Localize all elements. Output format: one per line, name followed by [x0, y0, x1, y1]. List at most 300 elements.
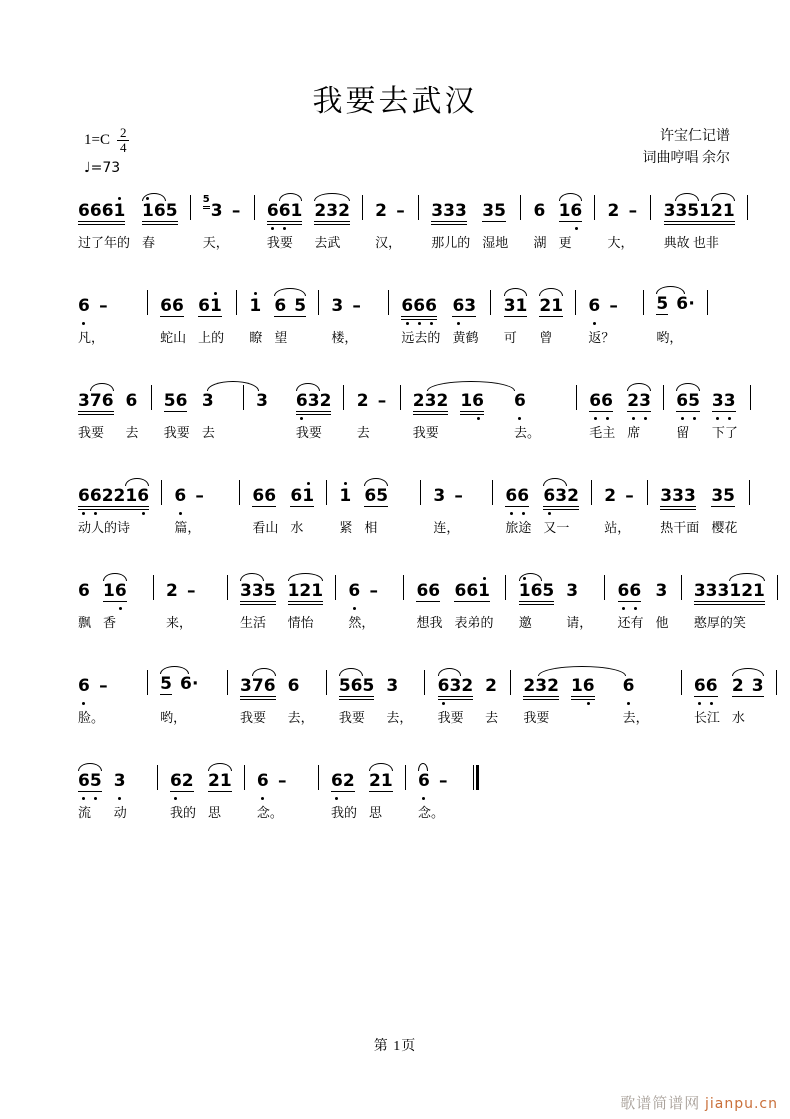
- note-row: [343, 376, 344, 410]
- note-digit: 6: [676, 393, 688, 410]
- note-cell: [518, 566, 555, 631]
- note-cell: [331, 281, 362, 346]
- note-row: [433, 471, 464, 505]
- lyric: [318, 327, 321, 343]
- octave-dot-below: [271, 227, 274, 230]
- note-digit: 2: [627, 393, 639, 410]
- barline: [157, 765, 158, 790]
- octave-dot-below: [693, 417, 696, 420]
- note-group: [386, 678, 398, 695]
- octave-dot-below: [418, 322, 421, 325]
- beam-line: [413, 411, 449, 412]
- beam-line: [460, 411, 484, 412]
- beam-line: [571, 696, 595, 697]
- note-digit: 3: [655, 581, 668, 602]
- lyric: [643, 327, 646, 343]
- barline: [254, 195, 255, 220]
- note-cell: [503, 281, 528, 346]
- note-digit: 1: [519, 583, 531, 600]
- note-digit: 6: [78, 488, 90, 505]
- note-row: [711, 471, 735, 505]
- lyric: 思: [207, 805, 221, 821]
- note-cell: [78, 376, 114, 441]
- note-cell: [169, 756, 196, 821]
- octave-dot-below: [698, 702, 701, 705]
- lyric: [777, 612, 780, 628]
- beam-line: [240, 601, 276, 602]
- note-row: [170, 756, 194, 790]
- note-digit: 3: [717, 581, 730, 602]
- lyric: [594, 232, 597, 248]
- note-cell: [339, 471, 353, 536]
- barline: [681, 670, 682, 695]
- note-group: [504, 298, 528, 315]
- note-cell: [78, 756, 102, 821]
- barline: [707, 290, 708, 315]
- lyric: [243, 422, 246, 438]
- note-digit: 5: [656, 294, 669, 315]
- slur-arc: [559, 193, 583, 201]
- tempo-marking: ♩=73: [84, 160, 121, 177]
- slur-arc: [103, 573, 127, 581]
- barline: [418, 195, 419, 220]
- note-digit: 5: [688, 393, 700, 410]
- lyric: [776, 707, 779, 723]
- note-digit: 6: [78, 201, 90, 222]
- beam-line: [454, 601, 490, 602]
- barline: [750, 385, 751, 410]
- credits: [643, 126, 731, 169]
- note-row: [288, 661, 300, 695]
- note-row: [274, 281, 306, 315]
- note-group: [418, 773, 449, 790]
- note-group: [114, 773, 126, 790]
- octave-dot-below: [82, 797, 85, 800]
- lyric: 去，: [386, 710, 413, 726]
- lyric: 看山: [252, 520, 279, 536]
- note-group: [211, 203, 242, 220]
- note-space: [343, 298, 351, 315]
- watermark: [620, 1092, 778, 1113]
- barline-cell: [750, 376, 753, 438]
- note-digit: –: [625, 486, 634, 507]
- note-row: [249, 281, 261, 315]
- note-group: [364, 488, 388, 505]
- note-row: [331, 281, 362, 315]
- note-group: [534, 203, 546, 220]
- note-digit: 3: [712, 393, 724, 410]
- note-digit: 6: [517, 488, 529, 505]
- note-row: [575, 281, 576, 315]
- note-digit: 6: [274, 296, 287, 317]
- lyric: [663, 422, 666, 438]
- note-digit: 1: [339, 488, 351, 505]
- barline: [151, 385, 152, 410]
- note-digit: –: [439, 771, 448, 792]
- note-row: [643, 281, 644, 315]
- note-row: [126, 376, 138, 410]
- note-cell: [78, 281, 109, 346]
- note-digit: 5: [723, 486, 735, 507]
- lyric: [575, 327, 578, 343]
- note-group: [240, 583, 276, 600]
- note-cell: [207, 756, 232, 821]
- note-digit: 1: [478, 583, 490, 600]
- octave-dot-below: [477, 417, 480, 420]
- note-row: [164, 376, 188, 410]
- note-group: [618, 583, 642, 600]
- note-group: [375, 203, 406, 220]
- note-digit: 2: [485, 676, 497, 697]
- note-digit: 2: [369, 771, 381, 792]
- note-cell: [417, 756, 449, 821]
- barline-cell: [776, 661, 779, 723]
- note-row: [190, 186, 191, 220]
- slur-arc: [732, 668, 764, 676]
- note-cell: [452, 281, 479, 346]
- note-row: [267, 186, 303, 220]
- lyric: 去: [201, 425, 215, 441]
- note-cell: [533, 186, 547, 251]
- barline-cell: [749, 471, 752, 533]
- barline: [643, 290, 644, 315]
- beam-line: [413, 414, 449, 415]
- lyric: [227, 707, 230, 723]
- note-row: [571, 661, 595, 695]
- barline-cell: [318, 756, 321, 818]
- note-row: [454, 566, 490, 600]
- lyric: 可: [503, 330, 517, 346]
- note-row: [712, 376, 736, 410]
- barline-cell: [663, 376, 666, 438]
- beam-line: [78, 791, 102, 792]
- octave-dot-above: [214, 292, 217, 295]
- note-space: [619, 203, 627, 220]
- note-digit: 1: [142, 203, 154, 220]
- lyric: 连，: [433, 520, 460, 536]
- beam-line: [103, 601, 127, 602]
- barline-cell: [335, 566, 338, 628]
- note-cell: [693, 566, 765, 631]
- note-group: [314, 203, 350, 220]
- lyric: 脸。: [78, 710, 105, 726]
- lyric: [190, 232, 193, 248]
- barline-cell: [594, 186, 597, 248]
- slur-arc: [729, 573, 765, 581]
- note-cell: [693, 661, 720, 726]
- barline-cell: [400, 376, 403, 438]
- note-row: [589, 376, 613, 410]
- note-group: [160, 676, 199, 695]
- barline-cell: [362, 186, 365, 248]
- note-digit: 6: [115, 583, 127, 600]
- note-cell: [163, 376, 190, 441]
- lyric: 黄鹤: [452, 330, 479, 346]
- note-group: [78, 298, 109, 315]
- note-digit: 6: [287, 676, 300, 697]
- octave-dot-below: [632, 417, 635, 420]
- beam-line: [78, 414, 114, 415]
- note-row: [647, 471, 648, 505]
- note-digit: ·: [688, 294, 695, 315]
- note-digit: 3: [566, 581, 579, 602]
- note-cell: [369, 756, 393, 821]
- lyric: 我的: [169, 805, 196, 821]
- note-row: [591, 471, 592, 505]
- note-digit: 6: [588, 298, 600, 315]
- note-cell: [454, 566, 494, 631]
- note-row: [362, 186, 363, 220]
- beam-line: [416, 601, 440, 602]
- lyric: 热干面: [660, 520, 700, 536]
- note-group: [78, 678, 109, 695]
- note-group: [331, 773, 355, 790]
- barline-cell: [492, 471, 495, 533]
- note-cell: [252, 471, 279, 536]
- note-space: [90, 678, 98, 695]
- barline-cell: [403, 566, 406, 628]
- note-cell: [604, 471, 635, 536]
- note-digit: 3: [443, 201, 455, 222]
- grace-note: [203, 195, 210, 209]
- note-row: [664, 186, 735, 220]
- note-row: [142, 186, 178, 220]
- note-cell: [622, 661, 649, 726]
- beam-line: [712, 411, 736, 412]
- note-row: [198, 281, 222, 315]
- note-digit: 5: [542, 581, 555, 602]
- note-digit: 3: [751, 676, 764, 697]
- note-row: [418, 186, 419, 220]
- note-row: [505, 566, 506, 600]
- note-row: [588, 281, 619, 315]
- lyric: 他: [655, 615, 669, 631]
- barline: [576, 385, 577, 410]
- lyric: [681, 612, 684, 628]
- note-row: [161, 471, 162, 505]
- slur-arc: [504, 288, 528, 296]
- lyric: [681, 707, 684, 723]
- lyric: 湖: [533, 235, 547, 251]
- lyric: 我的: [331, 805, 358, 821]
- note-group: [452, 298, 476, 315]
- note-row: [357, 376, 388, 410]
- barline-cell: [153, 566, 156, 628]
- beam-line: [78, 411, 114, 412]
- beam-line: [660, 506, 696, 507]
- lyric: 水: [731, 710, 745, 726]
- barline-cell: [510, 661, 513, 723]
- note-row: [174, 471, 205, 505]
- lyric: [647, 517, 650, 533]
- lyric: 飘: [78, 615, 92, 631]
- note-cell: [78, 661, 109, 726]
- note-group: [413, 393, 449, 410]
- note-row: [776, 661, 777, 695]
- note-row: [418, 756, 449, 790]
- barline-cell: [604, 566, 607, 628]
- beam-line: [694, 696, 718, 697]
- note-digit: 6: [89, 201, 102, 222]
- note-digit: 6: [676, 294, 689, 315]
- octave-dot-below: [548, 512, 551, 515]
- barline: [749, 480, 750, 505]
- beam-line: [571, 699, 595, 700]
- beam-line: [732, 696, 764, 697]
- note-row: [256, 376, 268, 410]
- octave-dot-below: [518, 417, 521, 420]
- note-group: [142, 203, 178, 220]
- barline-cell: [227, 566, 230, 628]
- beam-line: [142, 224, 178, 225]
- barline-cell: [418, 186, 421, 248]
- barline: [153, 575, 154, 600]
- note-digit: 3: [78, 391, 90, 412]
- lyric: 去，: [622, 710, 649, 726]
- note-digit: 6: [618, 583, 630, 600]
- note-digit: 2: [741, 581, 754, 602]
- slur-arc: [296, 383, 320, 391]
- note-row: [388, 281, 389, 315]
- octave-dot-below: [430, 322, 433, 325]
- lyric: [157, 802, 160, 818]
- lyric: 去武: [314, 235, 341, 251]
- lyric: 留: [676, 425, 690, 441]
- note-digit: 1: [103, 581, 115, 602]
- lyric: [707, 327, 710, 343]
- note-group: [170, 773, 194, 790]
- note-group: [348, 583, 379, 600]
- note-row: [244, 756, 245, 790]
- slur-arc: [208, 763, 232, 771]
- note-row: [236, 281, 237, 315]
- lyric: [335, 612, 338, 628]
- note-row: [539, 281, 563, 315]
- note-row: [405, 756, 406, 790]
- note-space: [744, 678, 752, 695]
- note-cell: [165, 566, 197, 631]
- note-digit: 1: [311, 581, 324, 602]
- octave-dot-below: [142, 512, 145, 515]
- beam-line: [78, 221, 125, 222]
- score-line: [78, 566, 765, 631]
- octave-dot-above: [483, 577, 486, 580]
- note-row: [618, 566, 642, 600]
- note-digit: 1: [722, 201, 735, 222]
- watermark-domain-link[interactable]: jianpu.cn: [704, 1096, 778, 1112]
- octave-dot-below: [716, 417, 719, 420]
- note-cell: [274, 281, 307, 346]
- note-group: [485, 678, 497, 695]
- note-row: [504, 281, 528, 315]
- note-cell: [375, 186, 406, 251]
- note-group: [416, 583, 440, 600]
- lyric: [244, 802, 247, 818]
- note-row: [239, 471, 240, 505]
- note-row: [326, 661, 327, 695]
- note-digit: 2: [101, 486, 114, 507]
- note-row: [243, 376, 244, 410]
- note-digit: 3: [201, 391, 214, 412]
- note-cell: [588, 281, 619, 346]
- lyric: 毛主: [589, 425, 616, 441]
- note-cell: [356, 376, 388, 441]
- note-digit: –: [187, 581, 196, 602]
- credit-transcriber: 许宝仁记谱: [660, 129, 730, 144]
- note-row: [240, 661, 276, 695]
- beam-line: [519, 604, 555, 605]
- score-line: [78, 376, 754, 441]
- note-cell: [386, 661, 413, 726]
- note-row: [339, 471, 351, 505]
- barline: [424, 670, 425, 695]
- note-row: [413, 376, 449, 410]
- barline-cell: [147, 661, 150, 723]
- barline: [161, 480, 162, 505]
- lyric: [424, 707, 427, 723]
- note-row: [348, 566, 379, 600]
- note-digit: 1: [125, 486, 138, 507]
- note-digit: 3: [431, 201, 444, 222]
- note-group: [78, 488, 149, 505]
- note-row: [482, 186, 506, 220]
- barline-cell: [244, 756, 247, 818]
- note-row: [147, 281, 148, 315]
- lyric: [576, 422, 579, 438]
- note-row: [681, 661, 682, 695]
- key-line: [84, 126, 129, 154]
- note-row: [103, 566, 127, 600]
- note-row: [166, 566, 197, 600]
- lyric: 下了: [711, 425, 738, 441]
- lyric: 樱花: [711, 520, 738, 536]
- note-digit: 6: [706, 678, 718, 695]
- lyric: [492, 517, 495, 533]
- lyric: 汉，: [375, 235, 402, 251]
- beam-line: [267, 224, 303, 225]
- beam-line: [401, 316, 437, 317]
- note-digit: 3: [503, 296, 516, 317]
- barline-cell: [151, 376, 154, 438]
- note-group: [438, 678, 474, 695]
- barline-cell: [326, 661, 329, 723]
- note-digit: 6: [601, 393, 613, 410]
- beam-line: [452, 316, 476, 317]
- note-group: [249, 298, 261, 315]
- note-cell: [266, 186, 303, 251]
- note-row: [78, 661, 109, 695]
- note-row: [78, 376, 114, 410]
- note-digit: 3: [660, 486, 673, 507]
- note-group: [240, 678, 276, 695]
- lyric: 请，: [566, 615, 593, 631]
- beam-line: [314, 221, 350, 222]
- note-row: [203, 186, 242, 220]
- lyric: [750, 422, 753, 438]
- note-group: [460, 393, 484, 410]
- beam-line: [267, 221, 303, 222]
- beam-line: [78, 509, 149, 510]
- slur-arc: [279, 193, 303, 201]
- note-group: [78, 773, 102, 790]
- barline-cell: [343, 376, 346, 438]
- octave-dot-below: [522, 512, 525, 515]
- beam-line: [504, 316, 528, 317]
- note-digit: 6: [252, 486, 265, 507]
- note-digit: 1: [558, 201, 571, 222]
- barline-cell: [777, 566, 780, 628]
- note-group: [256, 393, 268, 410]
